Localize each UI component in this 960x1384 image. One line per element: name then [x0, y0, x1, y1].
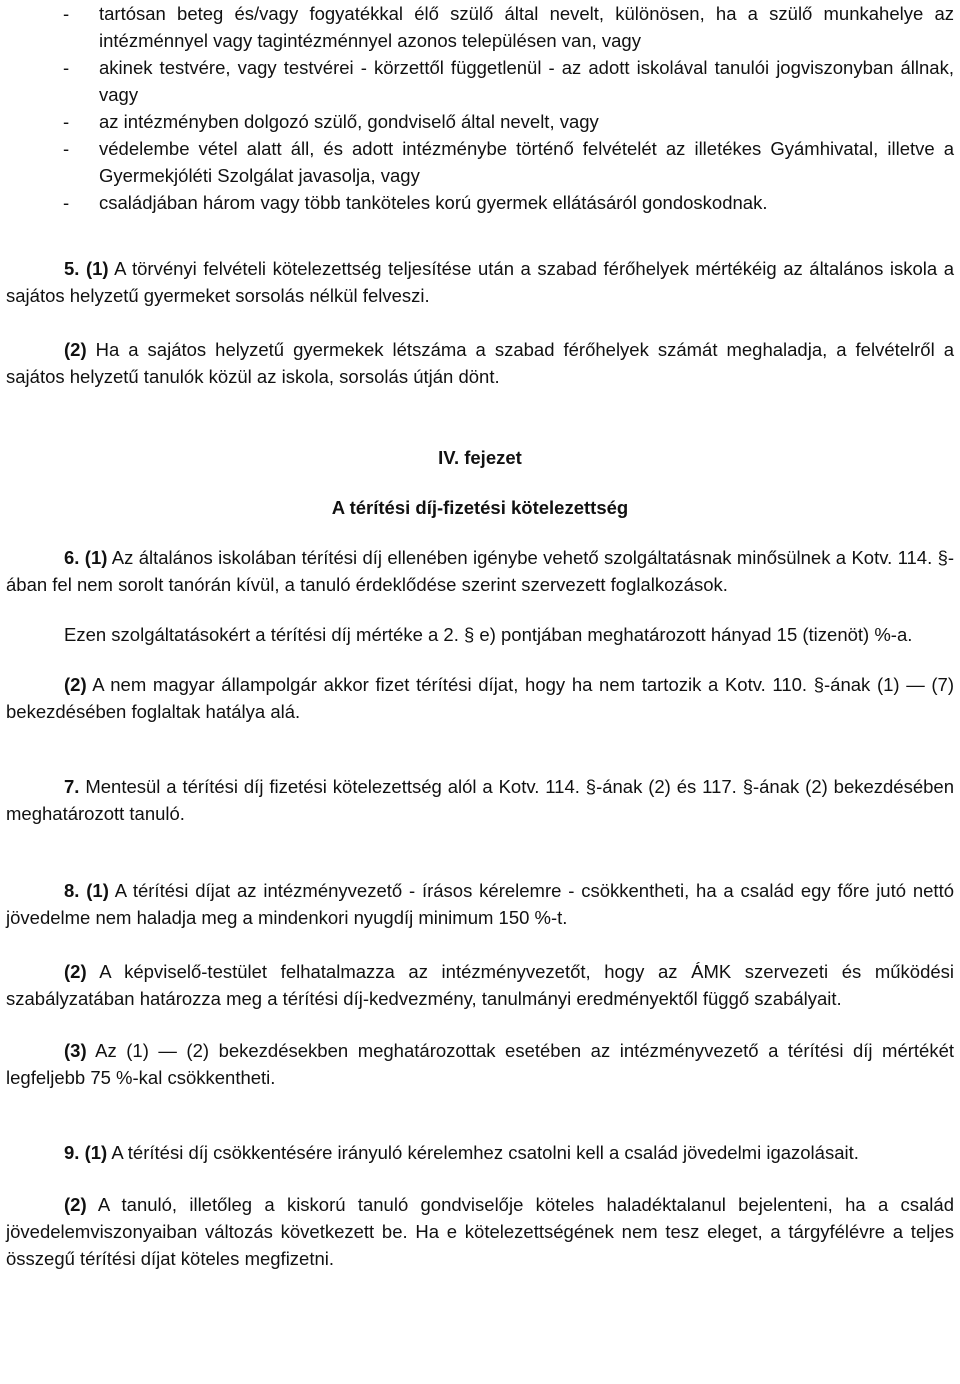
section-number: 5. [64, 258, 80, 279]
list-dash: - [63, 3, 70, 24]
list-item-text: családjában három vagy több tanköteles korú gyermek ellátásáról gondoskodnak. [99, 192, 768, 213]
chapter-heading: IV. fejezet [438, 447, 522, 468]
document-page [6, 0, 954, 1272]
paragraph-text: A térítési díj csökkentésére irányuló kérelemhez csatolni kell a család jövedelmi igazolásait. [111, 1142, 859, 1163]
list-dash: - [63, 111, 70, 132]
list-item [6, 0, 954, 54]
paragraph-label: (1) [84, 547, 108, 568]
list-item [6, 108, 954, 135]
section-7-paragraph [6, 773, 954, 827]
list-item-text: az intézményben dolgozó szülő, gondviselő által nevelt, vagy [99, 111, 599, 132]
section-5-paragraph-1 [6, 255, 954, 309]
paragraph-text: Ha a sajátos helyzetű gyermekek létszáma a szabad férőhelyek számát meghaladja, a felvételről a sajátos helyzetű tanulók közül az iskola, sorsolás útján dönt. [6, 339, 954, 387]
paragraph-text: A képviselő-testület felhatalmazza az intézményvezetőt, hogy az ÁMK szervezeti és működési szabályzatában határozza meg a térítési díj-kedvezmény, tanulmányi eredményektől függő szabályait. [6, 961, 955, 1009]
list-item-text: védelembe vétel alatt áll, és adott intézménybe történő felvételét az illetékes Gyámhivatal, illetve a Gyermekjóléti Szolgálat javasolja, vagy [99, 138, 954, 186]
list-item [6, 135, 954, 189]
paragraph-label: (2) [64, 1194, 87, 1215]
paragraph-text: Az (1) — (2) bekezdésekben meghatározottak esetében az intézményvezető a térítési díj mértékét legfeljebb 75 %-kal csökkentheti. [6, 1040, 954, 1088]
section-6-paragraph-1 [6, 544, 954, 598]
paragraph-label: (3) [64, 1040, 87, 1061]
section-6-paragraph-2 [6, 671, 954, 725]
paragraph-label: (1) [86, 880, 109, 901]
list-dash: - [63, 138, 70, 159]
list-dash: - [63, 192, 70, 213]
paragraph-text: A törvényi felvételi kötelezettség teljesítése után a szabad férőhelyek mértékéig az általános iskola a sajátos helyzetű gyermeket sorsolás nélkül felveszi. [6, 258, 955, 306]
bullet-list [6, 0, 954, 216]
list-item-text: tartósan beteg és/vagy fogyatékkal élő szülő által nevelt, különösen, ha a szülő munkahelye az intézménnyel vagy tagintézménnyel azonos településen van, vagy [99, 3, 954, 51]
paragraph-text: A térítési díjat az intézményvezető - írásos kérelemre - csökkentheti, ha a család egy főre jutó nettó jövedelme nem haladja meg a mindenkori nyugdíj minimum 150 %-t. [6, 880, 954, 928]
section-9-paragraph-2 [6, 1191, 954, 1272]
paragraph-label: (1) [84, 1142, 108, 1163]
paragraph-label: (2) [64, 674, 87, 695]
chapter-title: A térítési díj-fizetési kötelezettség [331, 497, 629, 518]
paragraph-text: Ezen szolgáltatásokért a térítési díj mértéke a 2. § e) pontjában meghatározott hányad 15 (tizenöt) %-a. [64, 624, 913, 645]
section-number: 9. [64, 1142, 80, 1163]
paragraph-label: (2) [64, 339, 87, 360]
list-dash: - [63, 57, 70, 78]
paragraph-text: Az általános iskolában térítési díj ellenében igénybe vehető szolgáltatásnak minősülnek a Kotv. 114. §-ában fel nem sorolt tanórán kívül, a tanuló érdeklődése szerint szervezett foglalkozások. [6, 547, 955, 595]
section-5-paragraph-2 [6, 336, 954, 390]
list-item [6, 189, 954, 216]
paragraph-text: A nem magyar állampolgár akkor fizet térítési díjat, hogy ha nem tartozik a Kotv. 110. §-ának (1) — (7) bekezdésében foglaltak hatálya alá. [6, 674, 954, 722]
list-item-text: akinek testvére, vagy testvérei - körzettől függetlenül - az adott iskolával tanulói jogviszonyban állnak, vagy [99, 57, 954, 105]
section-number: 6. [64, 547, 80, 568]
paragraph-label: (1) [85, 258, 109, 279]
section-6-paragraph-1b [6, 621, 954, 648]
paragraph-text: Mentesül a térítési díj fizetési kötelezettség alól a Kotv. 114. §-ának (2) és 117. §-ának (2) bekezdésében meghatározott tanuló. [6, 776, 955, 824]
section-number: 7. [64, 776, 80, 797]
paragraph-text: A tanuló, illetőleg a kiskorú tanuló gondviselője köteles haladéktalanul bejelenteni, ha a család jövedelemviszonyaiban változás következett be. Ha e kötelezettségének nem tesz eleget, a tárgyfélévre a teljes összegű térítési díjat köteles megfizetni. [6, 1194, 954, 1269]
section-8-paragraph-2 [6, 958, 954, 1012]
section-number: 8. [64, 880, 80, 901]
section-9-paragraph-1 [6, 1139, 954, 1166]
section-8-paragraph-1 [6, 877, 954, 931]
list-item [6, 54, 954, 108]
section-8-paragraph-3 [6, 1037, 954, 1091]
paragraph-label: (2) [64, 961, 87, 982]
